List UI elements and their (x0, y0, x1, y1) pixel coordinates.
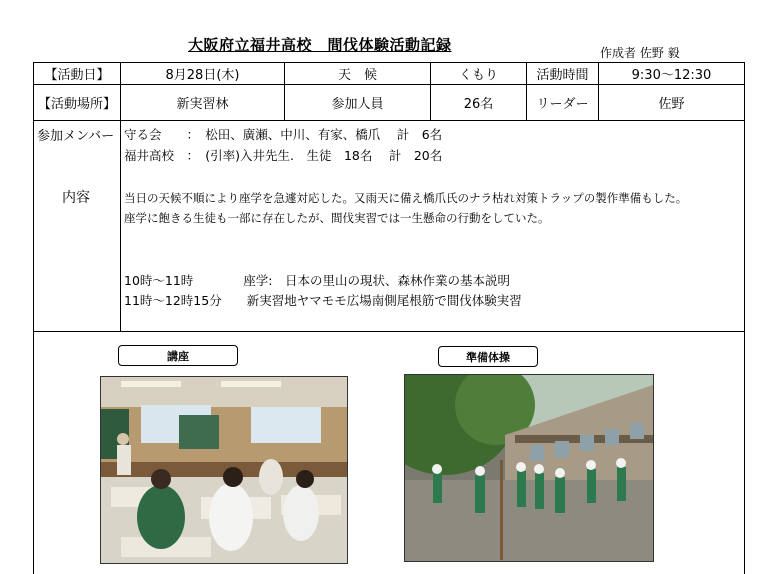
content-bottom-line (33, 331, 745, 332)
weather-value: くもり (458, 68, 498, 83)
content-para-1: 当日の天候不順により座学を急遽対応した。又雨天に備え橋爪氏のナラ枯れ対策トラップの製作準備もした。 (124, 191, 688, 205)
time-value: 9:30～12:30 (631, 68, 712, 83)
content-label: 内容 (62, 190, 90, 206)
time-label: 活動時間 (536, 68, 589, 83)
schedule-line-1: 10時～11時 座学: 日本の里山の現状、森林作業の基本説明 (124, 273, 511, 288)
table-border-right (744, 62, 745, 574)
schedule-line-2: 11時～12時15分 新実習地ヤマモモ広場南側尾根筋で間伐体験実習 (124, 293, 522, 308)
people-value: 26名 (463, 97, 494, 112)
content-para-2: 座学に飽きる生徒も一部に存在したが、間伐実習では一生懸命の行動をしていた。 (124, 211, 550, 225)
date-label: 【活動日】 (44, 68, 110, 83)
leader-value: 佐野 (658, 97, 685, 112)
left-photo-caption: 講座 (118, 345, 238, 366)
classroom-photo (100, 376, 348, 564)
author-line: 作成者 佐野 毅 (600, 46, 680, 60)
members-line-2: 福井高校 ： (引率)入井先生. 生徒 18名 計 20名 (124, 148, 443, 163)
members-line-1: 守る会 ： 松田、廣瀬、中川、有家、橋爪 計 6名 (124, 127, 443, 142)
people-label: 参加人員 (331, 97, 384, 112)
page-title: 大阪府立福井高校 間伐体験活動記録 (188, 36, 452, 54)
classroom-scene (101, 377, 347, 563)
leader-label: リーダー (536, 97, 589, 112)
place-value: 新実習林 (176, 97, 229, 112)
date-value: 8月28日(木) (165, 68, 240, 83)
place-label: 【活動場所】 (37, 97, 116, 112)
table-border-left (33, 62, 34, 574)
weather-label: 天 候 (337, 68, 377, 83)
members-label: 参加メンバー (37, 129, 115, 144)
warmup-photo (404, 374, 654, 562)
warmup-scene (405, 375, 653, 561)
right-photo-caption: 準備体操 (438, 346, 538, 367)
row2-bottom-line (33, 120, 745, 121)
